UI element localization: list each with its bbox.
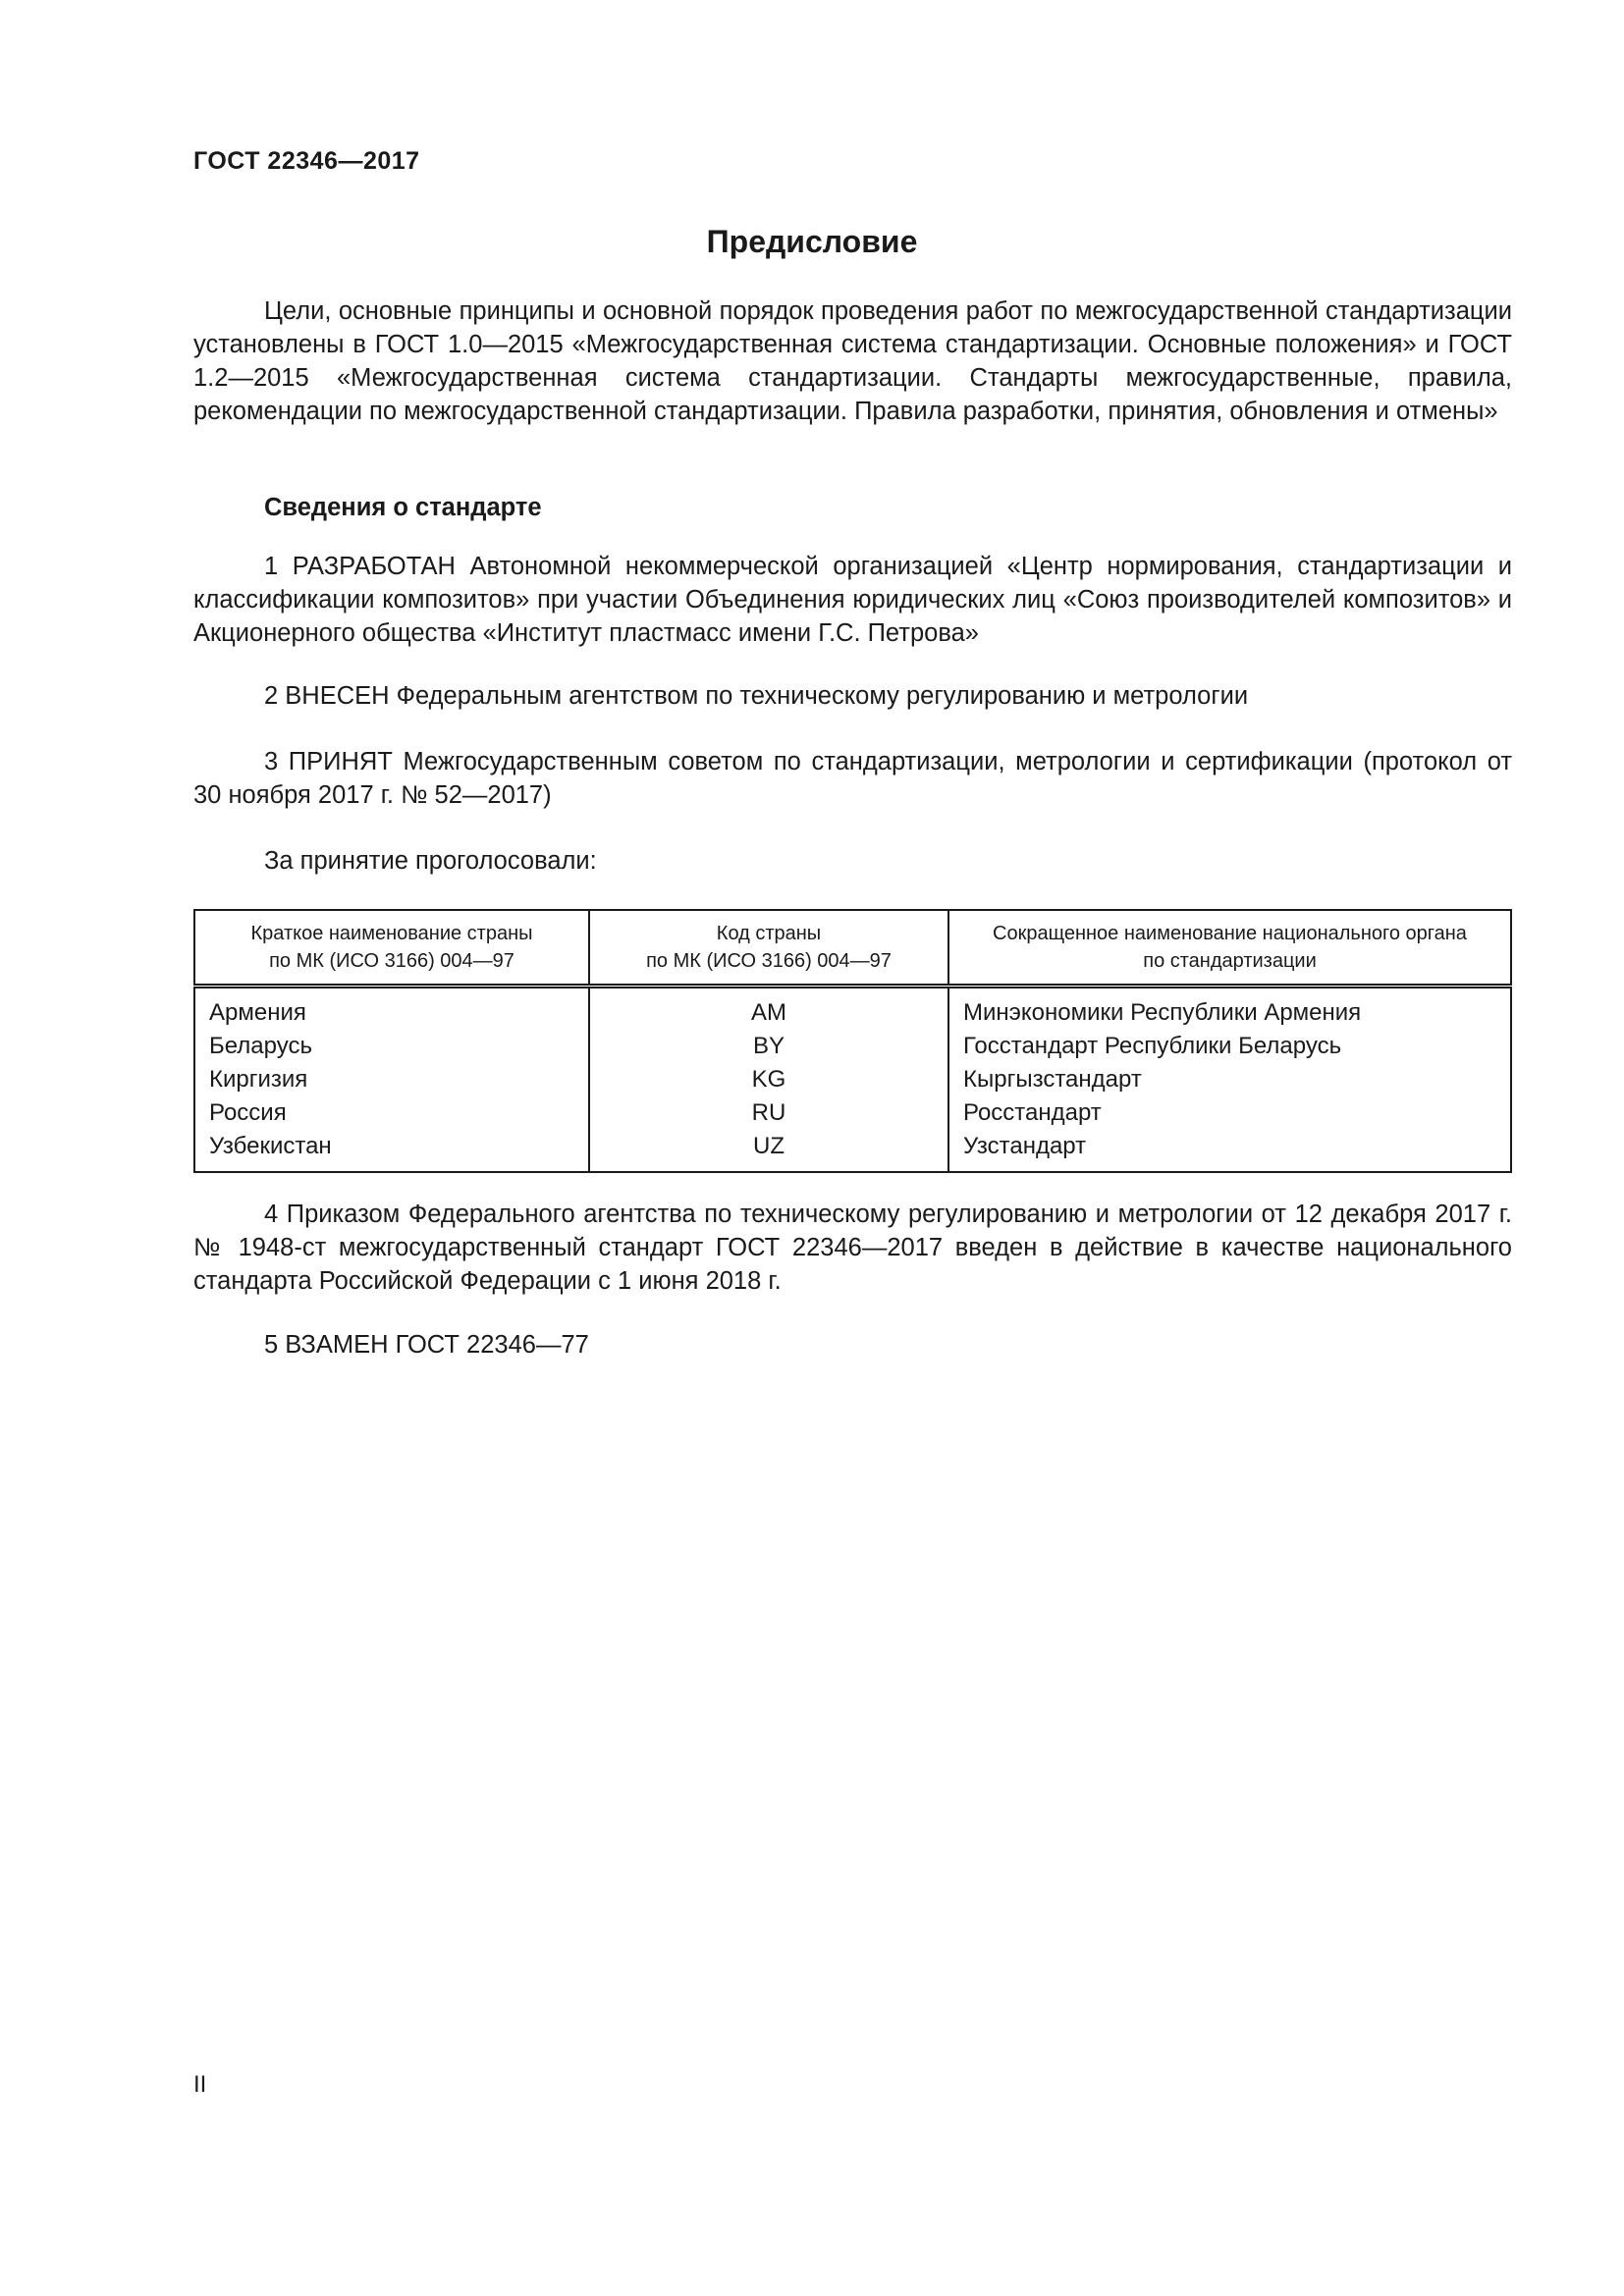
header-line: по стандартизации [1143,950,1317,972]
header-country-code [589,910,948,987]
table-row [194,1130,1511,1172]
document-code: ГОСТ 22346—2017 [193,147,420,175]
intro-paragraph: Цели, основные принципы и основной порядок проведения работ по межгосударственной стандартизации установлены в ГОСТ 1.0—2015 «Межгосударственная система стандартизации. Основные положения» и ГОСТ 1.2—2015 «Межгосударственная система стандартизации. Стандарты межгосударственные, правила, рекомендации по межгосударственной стандартизации. Правила разработки, принятия, обновления и отмены» [193,297,1512,425]
code-cell: KG [589,1063,948,1096]
body-cell: Минэкономики Республики Армения [948,987,1511,1031]
intro-paragraph-block [193,294,1512,428]
item-replaces: 5 ВЗАМЕН ГОСТ 22346—77 [264,1331,589,1359]
header-country-name [194,910,589,987]
body-cell: Росстандарт [948,1096,1511,1130]
header-line: по МК (ИСО 3166) 004—97 [269,950,514,972]
code-cell: UZ [589,1130,948,1172]
body-cell: Госстандарт Республики Беларусь [948,1030,1511,1063]
voted-label: За принятие проголосовали: [264,847,597,875]
item-2-block [193,679,1512,713]
code-cell: BY [589,1030,948,1063]
voted-label-block [193,844,1512,878]
section-heading: Сведения о стандарте [264,494,542,521]
header-line: Сокращенное наименование национального органа [993,923,1467,944]
table-row [194,987,1511,1031]
table-row [194,1030,1511,1063]
code-cell: RU [589,1096,948,1130]
table-row [194,1063,1511,1096]
country-cell: Россия [194,1096,589,1130]
table-row [194,1096,1511,1130]
page-number: II [193,2071,207,2098]
item-5-block [193,1328,1512,1362]
country-cell: Беларусь [194,1030,589,1063]
country-cell: Узбекистан [194,1130,589,1172]
item-3-block [193,745,1512,812]
country-cell: Киргизия [194,1063,589,1096]
body-cell: Узстандарт [948,1130,1511,1172]
item-adopted: 3 ПРИНЯТ Межгосударственным советом по стандартизации, метрологии и сертификации (протокол от 30 ноября 2017 г. № 52—2017) [193,748,1512,809]
table-header-row [194,910,1511,987]
item-developed: 1 РАЗРАБОТАН Автономной некоммерческой организацией «Центр нормирования, стандартизации и классификации композитов» при участии Объединения юридических лиц «Союз производителей композитов» и Акционерного общества «Институт пластмасс имени Г.С. Петрова» [193,553,1512,647]
header-line: Код страны [716,923,822,944]
item-introduced: 2 ВНЕСЕН Федеральным агентством по техническому регулированию и метрологии [264,682,1249,710]
body-cell: Кыргызстандарт [948,1063,1511,1096]
header-line: Краткое наименование страны [250,923,533,944]
item-order: 4 Приказом Федерального агентства по техническому регулированию и метрологии от 12 декабря 2017 г. № 1948-ст межгосударственный стандарт ГОСТ 22346—2017 введен в действие в качестве национального стандарта Российской Федерации с 1 июня 2018 г. [193,1201,1512,1295]
countries-table [193,909,1512,1173]
item-4-block [193,1198,1512,1298]
page-title: Предисловие [706,224,918,259]
item-1-block [193,550,1512,650]
header-line: по МК (ИСО 3166) 004—97 [646,950,892,972]
country-cell: Армения [194,987,589,1031]
header-national-body [948,910,1511,987]
code-cell: AM [589,987,948,1031]
